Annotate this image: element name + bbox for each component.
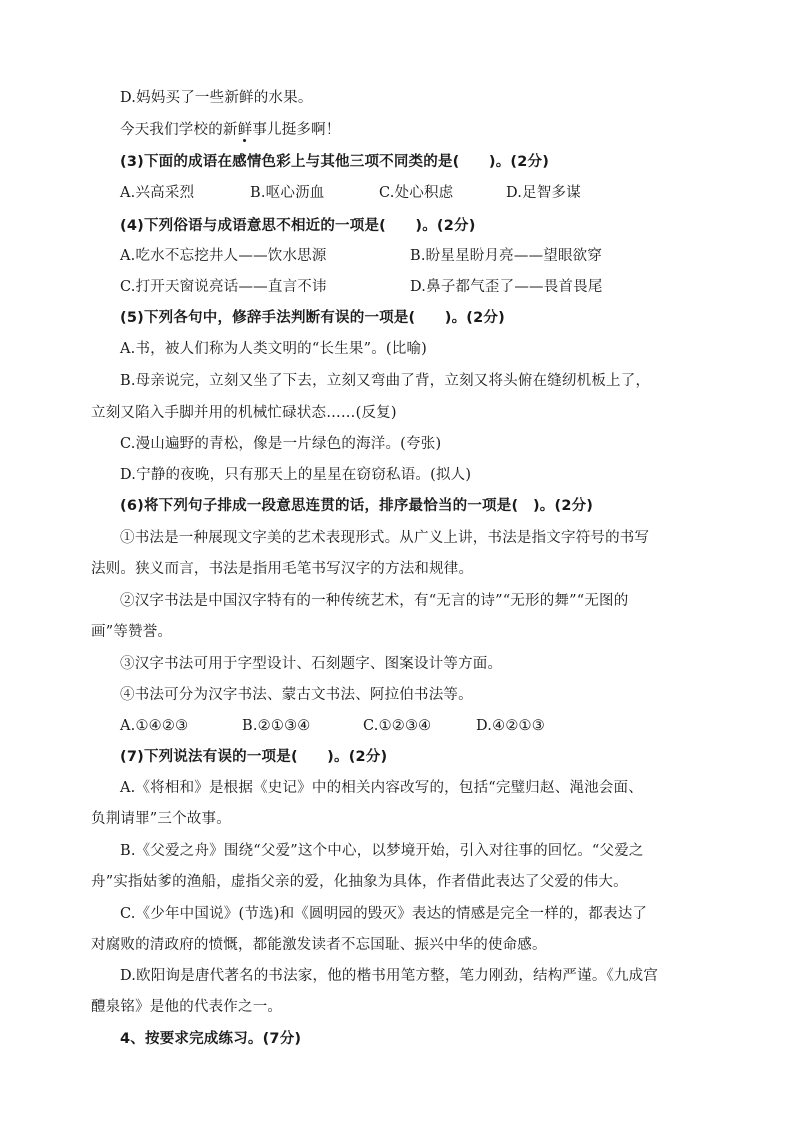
q3-option-c: C.处心积虑: [379, 185, 454, 201]
q6-option-c: C.①②③④: [363, 718, 432, 734]
q4-option-b: B.盼星星盼月亮——望眼欲穿: [410, 248, 603, 264]
q2-sentence: [120, 120, 341, 140]
q5-option-a: A.书，被人们称为人类文明的“长生果”。(比喻): [120, 341, 428, 357]
q7-option-c-line2: 对腐败的清政府的愤慨，都能激发读者不忘国耻、振兴中华的使命感。: [91, 937, 547, 953]
q2-sentence-post: 事儿挺多啊！: [252, 122, 341, 138]
q6-option-a: A.①④②③: [120, 718, 189, 734]
q3-option-b: B.呕心沥血: [250, 185, 325, 201]
q7-option-d-line1: D.欧阳询是唐代著名的书法家，他的楷书用笔方整，笔力刚劲，结构严谨。《九成宫: [120, 968, 659, 984]
q2-sentence-pre: 今天我们学校的新: [120, 122, 238, 138]
q7-option-a-line1: A.《将相和》是根据《史记》中的相关内容改写的，包括“完璧归赵、渑池会面、: [120, 780, 643, 796]
q2-sentence-dotted-char: 鲜: [237, 122, 253, 138]
q3-option-d: D.足智多谋: [506, 185, 581, 201]
q6-option-d: D.④②①③: [476, 718, 545, 734]
q6-sentence-2-line2: 画”等赞誉。: [91, 624, 173, 640]
q5-option-b-line2: 立刻又陷入手脚并用的机械忙碌状态……(反复): [91, 405, 397, 421]
q6-sentence-4: ④书法可分为汉字书法、蒙古文书法、阿拉伯书法等。: [120, 687, 473, 703]
q7-option-b-line1: B.《父爱之舟》围绕“父爱”这个中心，以梦境开始，引入对往事的回忆。“父爱之: [120, 843, 644, 859]
q6-sentence-2-line1: ②汉字书法是中国汉字特有的一种传统艺术，有“无言的诗”“无形的舞”“无图的: [120, 593, 629, 609]
q4-option-a: A.吃水不忘挖井人——饮水思源: [120, 248, 327, 264]
q4-option-d: D.鼻子都气歪了——畏首畏尾: [410, 279, 603, 295]
q4-stem: (4)下列俗语与成语意思不相近的一项是( )。(2分): [120, 218, 476, 234]
q7-option-c-line1: C.《少年中国说》(节选)和《圆明园的毁灭》表达的情感是完全一样的，都表达了: [120, 906, 648, 922]
q3-option-a: A.兴高采烈: [120, 185, 195, 201]
q5-option-c: C.漫山遍野的青松，像是一片绿色的海洋。(夸张): [120, 436, 442, 452]
q5-stem: (5)下列各句中，修辞手法判断有误的一项是( )。(2分): [120, 310, 505, 326]
q6-stem: (6)将下列句子排成一段意思连贯的话，排序最恰当的一项是( )。(2分): [120, 498, 594, 514]
q6-option-b: B.②①③④: [242, 718, 311, 734]
q5-option-d: D.宁静的夜晚，只有那天上的星星在窃窃私语。(拟人): [120, 467, 472, 483]
q7-option-a-line2: 负荆请罪”三个故事。: [91, 811, 231, 827]
q7-stem: (7)下列说法有误的一项是( )。(2分): [120, 749, 388, 765]
q5-option-b-line1: B.母亲说完，立刻又坐了下去，立刻又弯曲了背，立刻又将头俯在缝纫机板上了，: [120, 373, 651, 389]
q6-sentence-1-line1: ①书法是一种展现文字美的艺术表现形式。从广义上讲，书法是指文字符号的书写: [120, 530, 650, 546]
q7-option-b-line2: 舟”实指姑爹的渔船，虚指父亲的爱，化抽象为具体，作者借此表达了父爱的伟大。: [91, 874, 628, 890]
q6-sentence-1-line2: 法则。狭义而言，书法是指用毛笔书写汉字的方法和规律。: [91, 561, 474, 577]
section-4-heading: 4、按要求完成练习。(7分): [120, 1031, 302, 1047]
q3-stem: (3)下面的成语在感情色彩上与其他三项不同类的是( )。(2分): [120, 154, 550, 170]
q2-option-d: D.妈妈买了一些新鲜的水果。: [120, 90, 313, 106]
q7-option-d-line2: 醴泉铭》是他的代表作之一。: [91, 999, 283, 1015]
q6-sentence-3: ③汉字书法可用于字型设计、石刻题字、图案设计等方面。: [120, 656, 503, 672]
q4-option-c: C.打开天窗说亮话——直言不讳: [120, 279, 327, 295]
